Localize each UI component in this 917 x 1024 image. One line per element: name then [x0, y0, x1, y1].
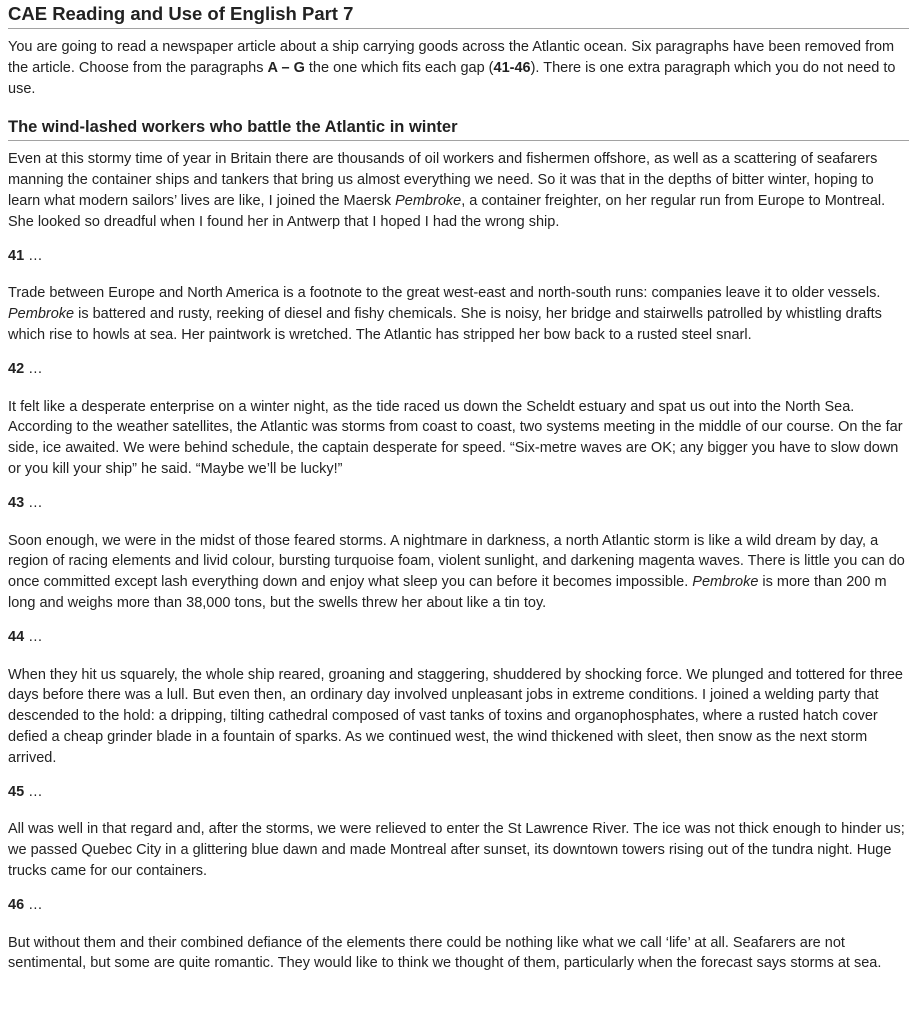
gap-number: 41: [8, 247, 25, 264]
gap-number: 46: [8, 896, 25, 913]
instructions-text-2: the one which fits each gap (: [304, 59, 494, 76]
gap-ellipsis: …: [24, 783, 43, 800]
article-paragraph-4: [8, 531, 909, 614]
gap-ellipsis: …: [24, 247, 43, 264]
gap-ellipsis: …: [24, 494, 43, 511]
gap-number: 45: [8, 783, 25, 800]
article-paragraph-1: [8, 149, 909, 232]
paragraph-range: A – G: [267, 59, 305, 76]
ship-name: Pembroke: [395, 192, 462, 209]
gap-range: 41-46: [493, 59, 531, 76]
paragraph-text: Soon enough, we were in the midst of those feared storms. A nightmare in darkness, a north Atlantic storm is like a wild dream by day, a region of racing elements and livid colour, bursting turquoise foam, violent sunlight, and darkening magenta waves. There is little you can do once committed except lash everything down and enjoy what sleep you can before it becomes impossible.: [8, 532, 905, 591]
article-paragraph-6: All was well in that regard and, after the storms, we were relieved to enter the St Lawrence River. The ice was not thick enough to hinder us; we passed Quebec City in a glittering blue dawn and made Montreal after sunset, its downtown towers rising out of the tundra night. Huge trucks came for our containers.: [8, 821, 905, 879]
article-paragraph-2: [8, 283, 909, 345]
gap-42: [8, 359, 909, 380]
ship-name: Pembroke: [692, 574, 759, 591]
page-heading: CAE Reading and Use of English Part 7: [8, 0, 909, 29]
gap-44: [8, 627, 909, 648]
paragraph-text: Trade between Europe and North America is a footnote to the great west-east and north-south runs: companies leave it to older vessels.: [8, 285, 881, 302]
gap-46: [8, 895, 909, 916]
ship-name: Pembroke: [8, 306, 75, 323]
paragraph-text: is battered and rusty, reeking of diesel and fishy chemicals. She is noisy, her bridge and stairwells patrolled by whistling drafts which rise to howls at sea. Her paintwork is wretched. The Atlantic has stripped her bow back to a rusted steel snarl.: [8, 306, 882, 343]
gap-number: 42: [8, 360, 25, 377]
gap-number: 43: [8, 494, 25, 511]
gap-ellipsis: …: [24, 896, 43, 913]
instructions-text-3: ). There is one extra paragraph which you do not need to use.: [8, 59, 896, 97]
instructions: [8, 37, 909, 99]
instructions-text-1: You are going to read a newspaper article about a ship carrying goods across the Atlantic ocean. Six paragraphs have been removed from the article. Choose from the paragraphs: [8, 39, 895, 76]
gap-45: [8, 782, 909, 803]
gap-number: 44: [8, 628, 25, 645]
article-paragraph-3: It felt like a desperate enterprise on a winter night, as the tide raced us down the Scheldt estuary and spat us out into the North Sea. According to the weather satellites, the Atlantic was storms from coast to coast, two systems meeting in the middle of our course. On the far side, ice awaited. We were behind schedule, the captain desperate for speed. “Six-metre waves are OK; any bigger you have to slow down or you kill your ship” he said. “Maybe we’ll be lucky!”: [8, 398, 903, 477]
article-title: The wind-lashed workers who battle the Atlantic in winter: [8, 117, 909, 141]
gap-41: [8, 246, 909, 267]
article-paragraph-7: But without them and their combined defiance of the elements there could be nothing like what we call ‘life’ at all. Seafarers are not sentimental, but some are quite romantic. They would like to think we thought of them, particularly when the forecast says storms at sea.: [8, 934, 882, 972]
gap-ellipsis: …: [24, 360, 43, 377]
article-paragraph-5: When they hit us squarely, the whole ship reared, groaning and staggering, shuddered by shocking force. We plunged and tottered for three days before there was a lull. But even then, an ordinary day involved unpleasant jobs in extreme conditions. I joined a welding party that descended to the hold: a dripping, tilting cathedral composed of vast tanks of toxins and organophosphates, where a rusted hatch cover defied a cheap grinder blade in a fountain of sparks. As we continued west, the wind thickened with sleet, then snow as the next storm arrived.: [8, 666, 903, 766]
paragraph-text: is more than 200 m long and weighs more than 38,000 tons, but the swells threw her about like a tin toy.: [8, 574, 887, 611]
paragraph-text: Even at this stormy time of year in Britain there are thousands of oil workers and fishermen offshore, as well as a scattering of seafarers manning the container ships and tankers that bring us almost everything we need. So it was that in the depths of bitter winter, hoping to learn what modern sailors’ lives are like, I joined the Maersk: [8, 151, 878, 209]
paragraph-text: , a container freighter, on her regular run from Europe to Montreal. She looked so dreadful when I found her in Antwerp that I hoped I had the wrong ship.: [8, 192, 886, 230]
gap-43: [8, 493, 909, 514]
gap-ellipsis: …: [24, 628, 43, 645]
